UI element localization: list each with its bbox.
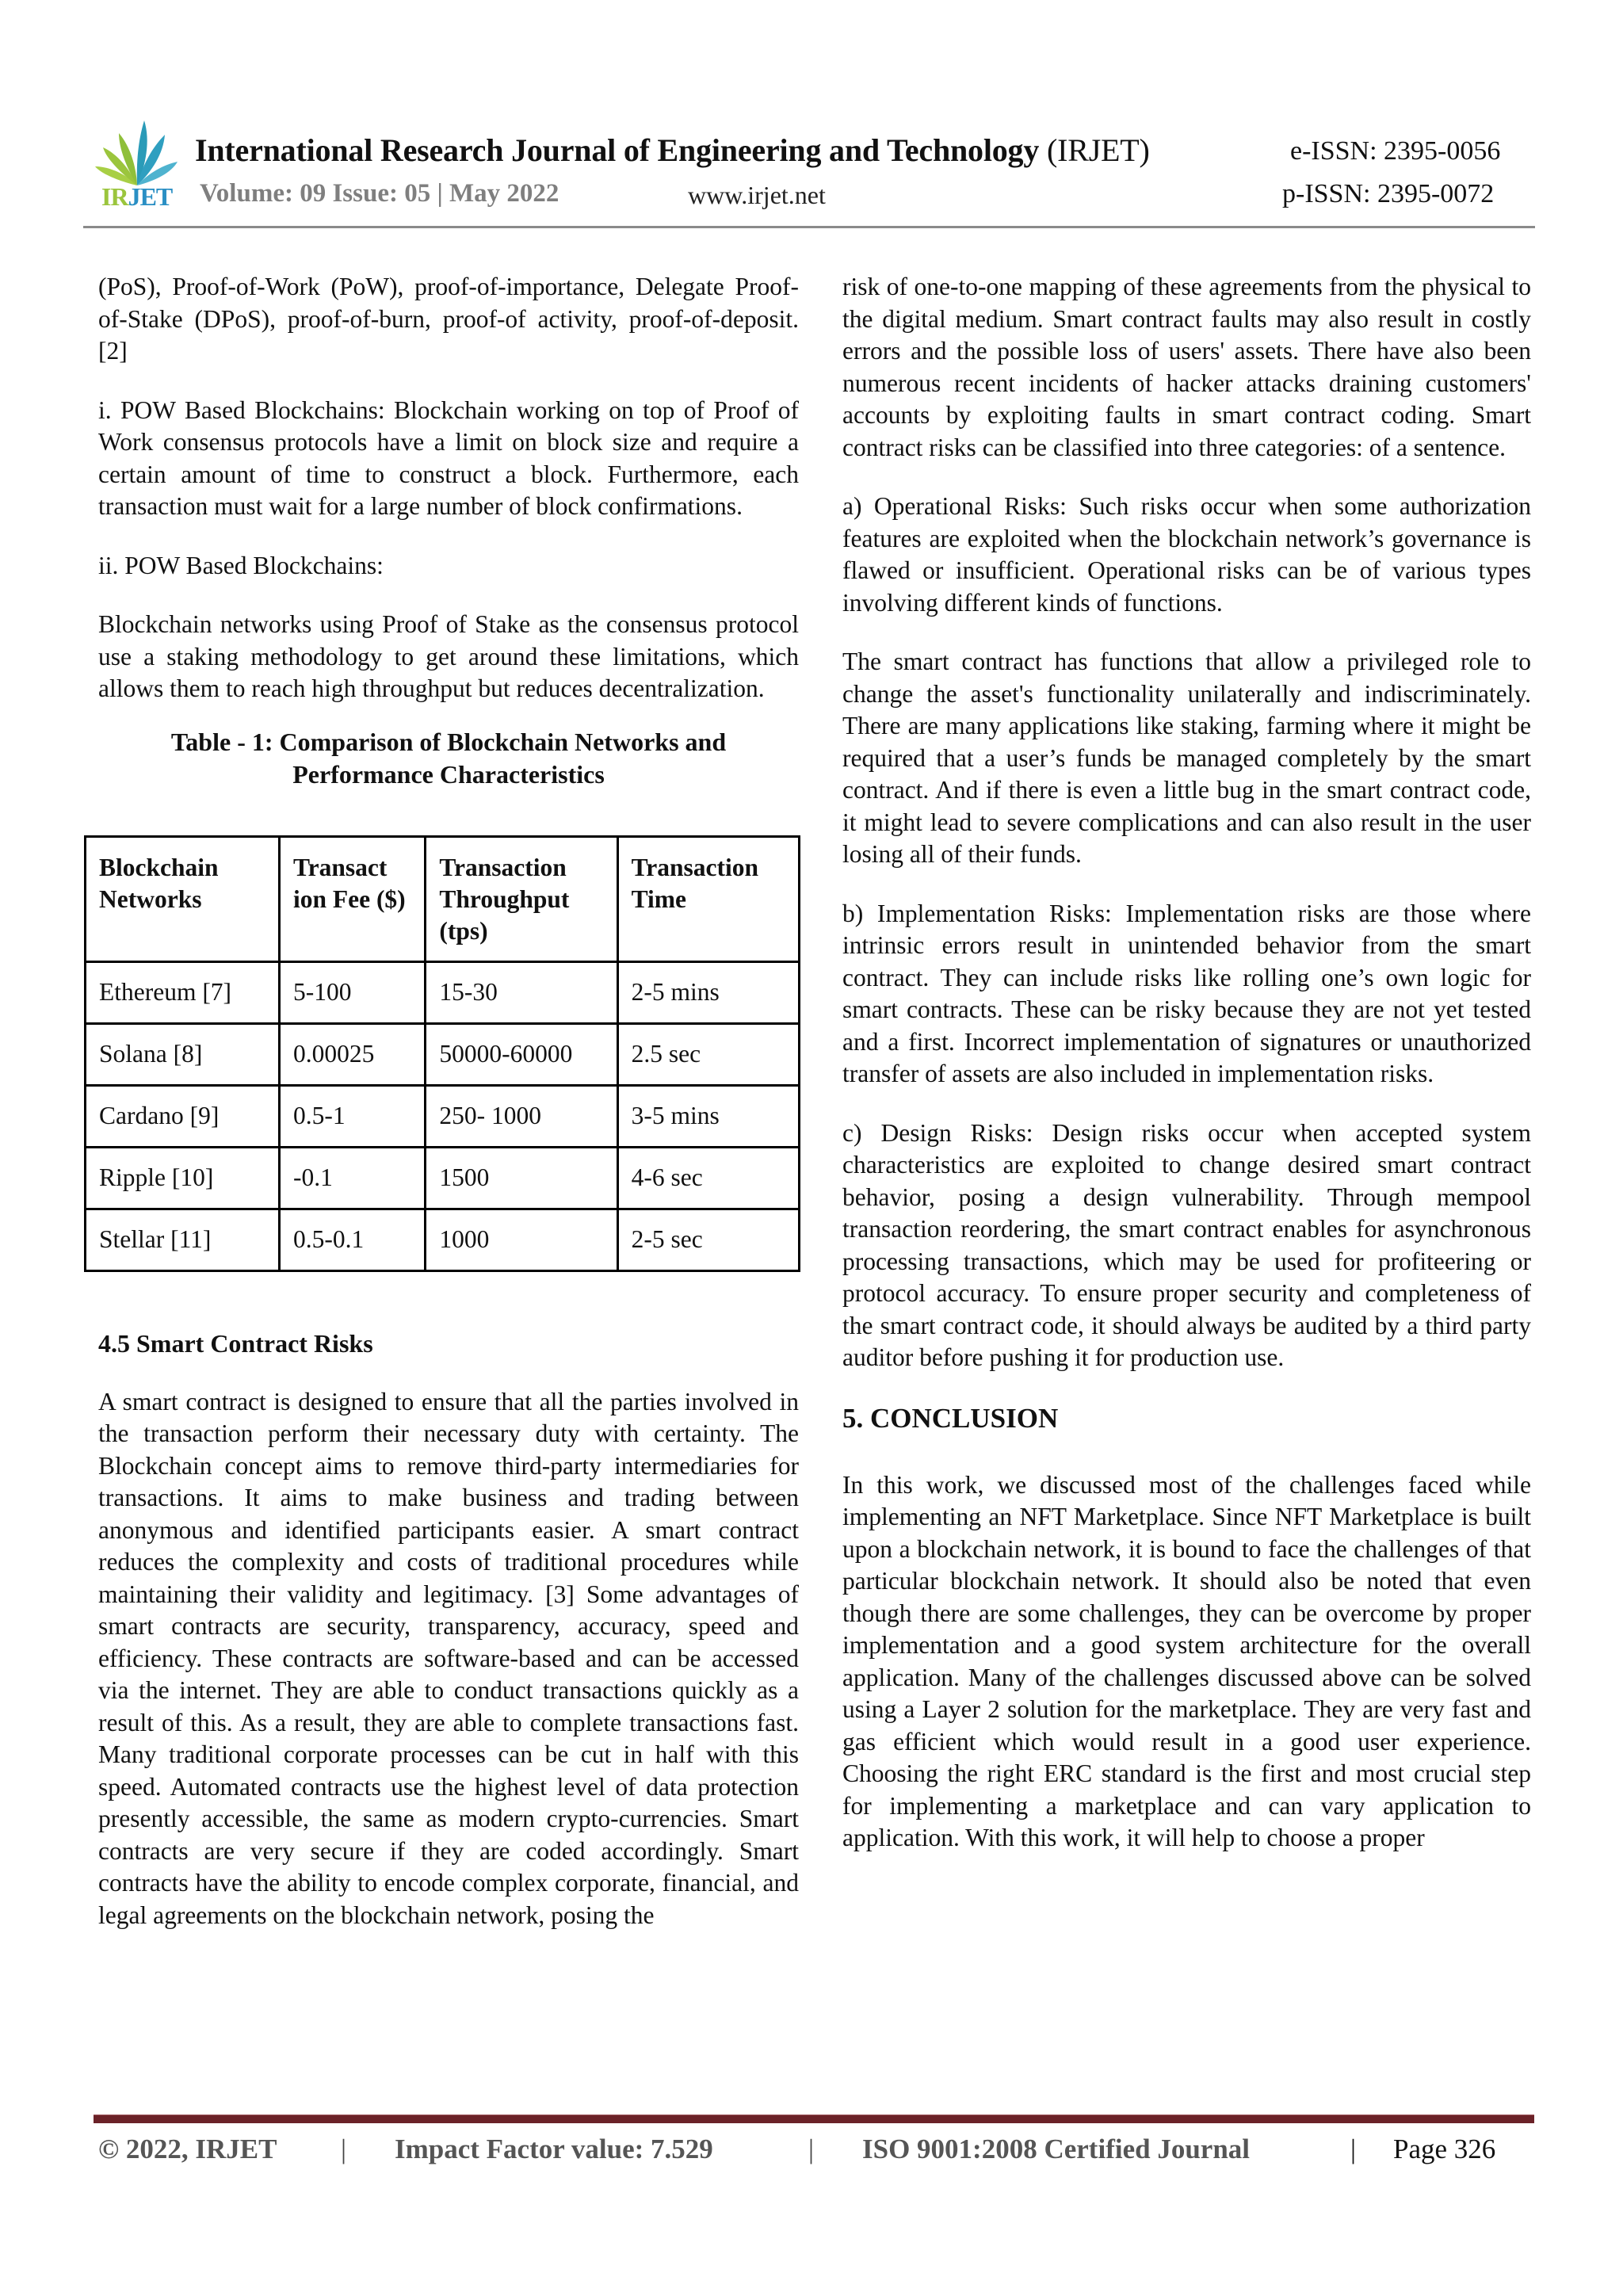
table-cell: -0.1 bbox=[279, 1147, 425, 1209]
table-row bbox=[86, 961, 800, 1023]
paragraph-pow-blockchains: i. POW Based Blockchains: Blockchain working on top of Proof of Work consensus protocols have a limit on block size and require a certain amount of time to construct a block. Furthermore, each transaction must wait for a large number of block confirmations. bbox=[98, 395, 799, 520]
table-cell: Ripple [10] bbox=[86, 1147, 280, 1209]
footer-separator: | bbox=[341, 2134, 347, 2164]
paragraph-pos-heading: ii. POW Based Blockchains: bbox=[98, 551, 384, 579]
blockchain-comparison-table bbox=[84, 835, 800, 1272]
paragraph-operational-risks: a) Operational Risks: Such risks occur when some authorization features are exploited when the blockchain network’s governance is flawed or insufficient. Operational risks can be of various types involving different kinds of functions. bbox=[842, 492, 1531, 617]
column-header: Blockchain Networks bbox=[86, 836, 280, 961]
header-divider bbox=[83, 226, 1535, 228]
table-cell: 250- 1000 bbox=[426, 1085, 617, 1147]
table-header-row bbox=[86, 836, 800, 961]
table-cell: 50000-60000 bbox=[426, 1023, 617, 1085]
column-header: Transaction Time bbox=[617, 836, 799, 961]
paragraph-design-risks: c) Design Risks: Design risks occur when accepted system characteristics are exploited to change desired smart contract behavior, posing a design vulnerability. Through mempool transaction reordering, the smart contract enables for asynchronous processing transactions, which may be used for profiteering or protocol accuracy. To ensure proper security and completeness of the smart contract code, it should always be audited by a third party auditor before pushing it for production use. bbox=[842, 1118, 1531, 1371]
table-row bbox=[86, 1023, 800, 1085]
table-cell: Ethereum [7] bbox=[86, 961, 280, 1023]
left-column bbox=[98, 271, 799, 1958]
column-header: Transact ion Fee ($) bbox=[279, 836, 425, 961]
column-header: Transaction Throughput (tps) bbox=[426, 836, 617, 961]
footer-separator: | bbox=[1350, 2134, 1357, 2164]
table-cell: 2-5 sec bbox=[617, 1209, 799, 1270]
volume-issue: Volume: 09 Issue: 05 | May 2022 bbox=[200, 179, 559, 208]
irjet-logo bbox=[94, 117, 181, 212]
leaf-fan-icon bbox=[94, 117, 181, 189]
table-cell: 3-5 mins bbox=[617, 1085, 799, 1147]
table-cell: 1000 bbox=[426, 1209, 617, 1270]
journal-website-link[interactable]: www.irjet.net bbox=[688, 181, 826, 209]
table-cell: 0.00025 bbox=[279, 1023, 425, 1085]
page-header bbox=[0, 0, 1623, 238]
e-issn: e-ISSN: 2395-0056 bbox=[1290, 136, 1501, 166]
table-cell: 1500 bbox=[426, 1147, 617, 1209]
paragraph-pos-blockchains: Blockchain networks using Proof of Stake as the consensus protocol use a staking methodology to get around these limitations, which allows them to reach high throughput but reduces decentralization. bbox=[98, 610, 799, 702]
footer-divider bbox=[94, 2115, 1534, 2123]
paragraph-smart-contract-intro: A smart contract is designed to ensure that all the parties involved in the transaction perform their necessary duty with certainty. The Blockchain concept aims to remove third-party intermediaries for transactions. It aims to make business and trading between anonymous and identified participants easier. A smart contract reduces the complexity and costs of traditional procedures while maintaining their validity and legitimacy. [3] Some advantages of smart contracts are security, transparency, accuracy, speed and efficiency. These contracts are software-based and can be accessed via the internet. They are able to conduct transactions quickly as a result of this. As a result, they are able to complete transactions fast. Many traditional corporate processes can be cut in half with this speed. Automated contracts use the highest level of data protection presently accessible, the same as modern crypto-currencies. Smart contracts are very secure if they are coded accordingly. Smart contracts have the ability to encode complex corporate, financial, and legal agreements on the blockchain network, posing the bbox=[98, 1387, 799, 1929]
table-cell: 0.5-1 bbox=[279, 1085, 425, 1147]
page-footer bbox=[98, 2134, 1533, 2168]
paragraph-risk-continued: risk of one-to-one mapping of these agreements from the physical to the digital medium. Smart contract faults may also result in costly errors and the possible loss of users' assets. There have also been numerous recent incidents of hacker attacks draining customers' accounts by exploiting faults in smart contract coding. Smart contract risks can be classified into three categories: of a sentence. bbox=[842, 273, 1531, 461]
section-heading-smart-contract-risks: 4.5 Smart Contract Risks bbox=[98, 1328, 373, 1358]
table-row bbox=[86, 1147, 800, 1209]
right-column bbox=[842, 271, 1531, 1881]
footer-separator: | bbox=[808, 2134, 815, 2164]
paragraph-conclusion: In this work, we discussed most of the challenges faced while implementing an NFT Marketplace. Since NFT Marketplace is built upon a blockchain network, it is bound to face the challenges of that particular blockchain network. It should also be noted that even though there are some challenges, they can be overcome by proper implementation and a good system architecture for the overall application. Many of the challenges discussed above can be solved using a Layer 2 solution for the marketplace. They are very fast and gas efficient which would result in a good user experience. Choosing the right ERC standard is the first and most crucial step for implementing a marketplace and can vary application to application. With this work, it will help to choose a proper bbox=[842, 1470, 1531, 1851]
table-cell: Solana [8] bbox=[86, 1023, 280, 1085]
table-cell: Stellar [11] bbox=[86, 1209, 280, 1270]
page-number: Page 326 bbox=[1393, 2134, 1496, 2164]
table-row bbox=[86, 1209, 800, 1270]
paragraph-consensus-types: (PoS), Proof-of-Work (PoW), proof-of-importance, Delegate Proof-of-Stake (DPoS), proof-of-burn, proof-of activity, proof-of-deposit. [2] bbox=[98, 273, 799, 365]
logo-wordmark: IRJET bbox=[101, 182, 173, 211]
table-cell: 0.5-0.1 bbox=[279, 1209, 425, 1270]
iso-certification: ISO 9001:2008 Certified Journal bbox=[862, 2134, 1251, 2164]
table-cell: 5-100 bbox=[279, 961, 425, 1023]
impact-factor: Impact Factor value: 7.529 bbox=[395, 2134, 713, 2164]
table-caption: Table - 1: Comparison of Blockchain Networks and Performance Characteristics bbox=[170, 727, 727, 789]
copyright: © 2022, IRJET bbox=[98, 2134, 277, 2164]
table-cell: Cardano [9] bbox=[86, 1085, 280, 1147]
paragraph-implementation-risks: b) Implementation Risks: Implementation risks are those where intrinsic errors result in unintended behavior from the smart contract. They can include risks like rolling one’s own logic for smart contracts. These can be risky because they are not yet tested and a first. Incorrect implementation of signatures or unauthorized transfer of assets are also included in implementation risks. bbox=[842, 899, 1531, 1087]
p-issn: p-ISSN: 2395-0072 bbox=[1282, 179, 1495, 208]
paragraph-privileged-role: The smart contract has functions that allow a privileged role to change the asset's functionality unilaterally and indiscriminately. There are many applications like staking, farming where it might be required that a user’s funds be managed completely by the smart contract. And if there is even a little bug in the smart contract code, it might lead to severe complications and can also result in the user losing all of their funds. bbox=[842, 648, 1531, 868]
table-row bbox=[86, 1085, 800, 1147]
table-cell: 15-30 bbox=[426, 961, 617, 1023]
table-cell: 2.5 sec bbox=[617, 1023, 799, 1085]
table-cell: 2-5 mins bbox=[617, 961, 799, 1023]
table-cell: 4-6 sec bbox=[617, 1147, 799, 1209]
journal-title: International Research Journal of Engineering and Technology (IRJET) bbox=[195, 132, 1150, 168]
section-heading-conclusion: 5. CONCLUSION bbox=[842, 1402, 1059, 1434]
